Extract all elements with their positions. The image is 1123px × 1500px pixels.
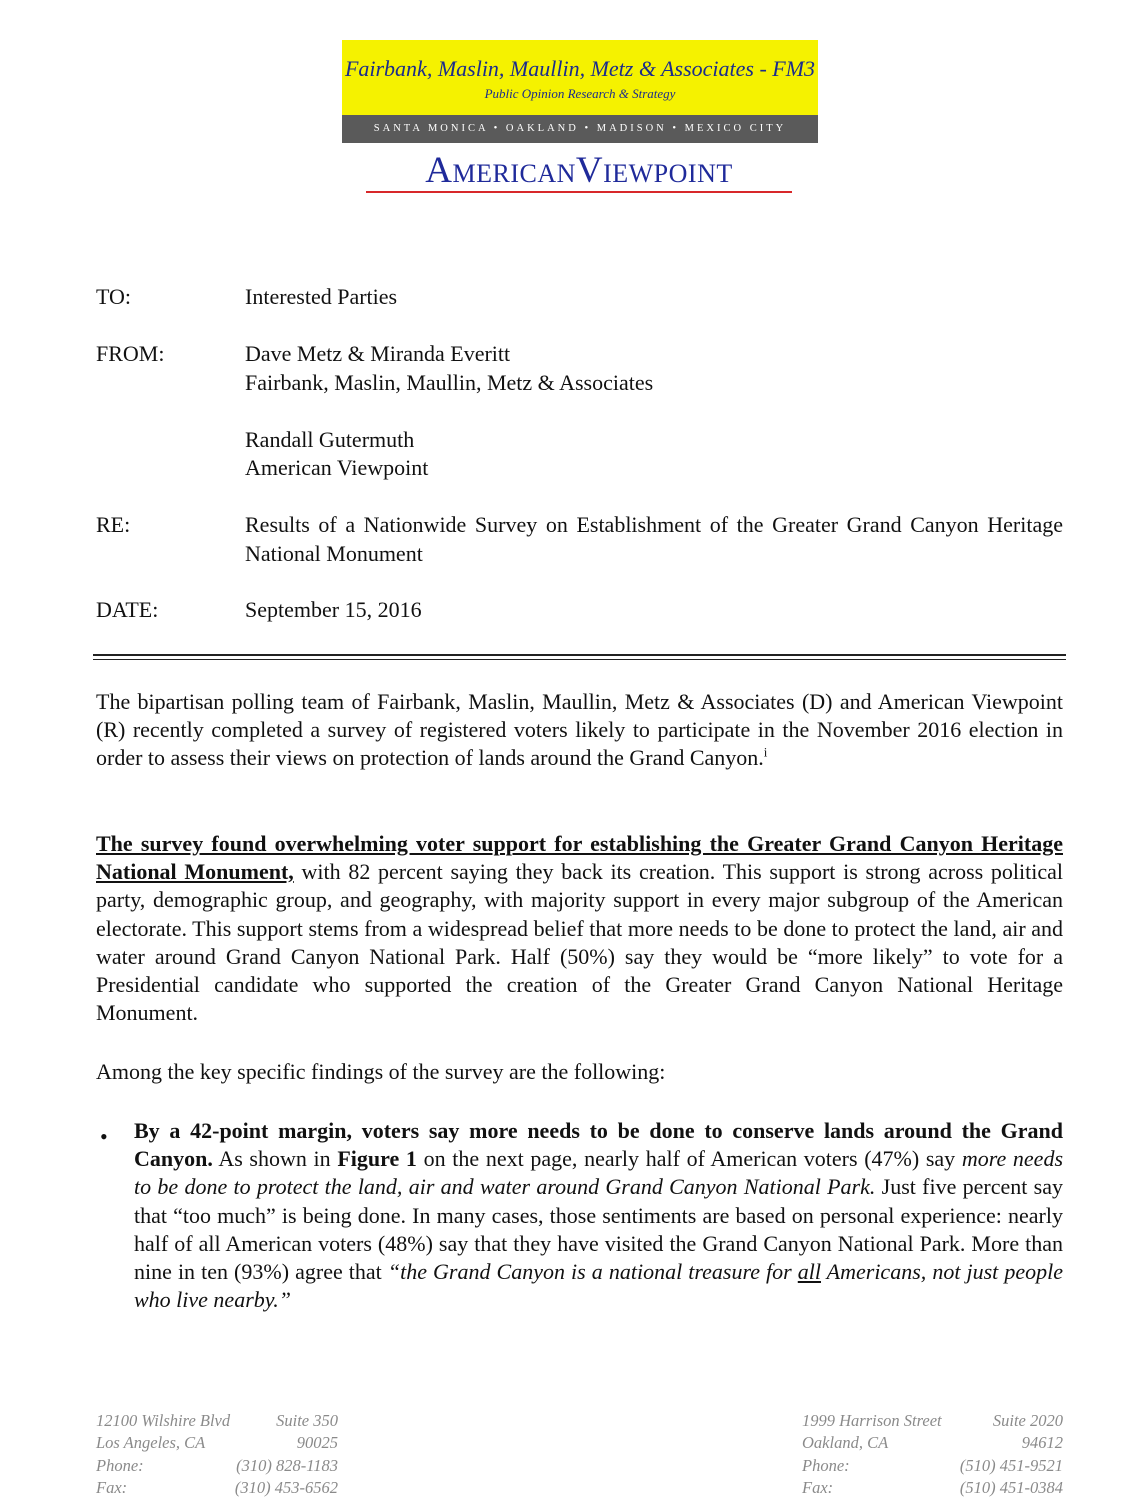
finding-quote: “the Grand Canyon is a national treasure for: [387, 1259, 798, 1285]
memo-from-label: FROM:: [96, 341, 165, 366]
fm3-logo-tagline: Public Opinion Research & Strategy: [484, 86, 676, 101]
findings-intro: [96, 1058, 1063, 1086]
footer-street: 1999 Harrison Street: [802, 1411, 942, 1430]
finding-quote-emphasis: all: [797, 1259, 821, 1285]
footer-address-left: [96, 1410, 338, 1499]
fm3-logo-name: Fairbank, Maslin, Maullin, Metz & Associates - FM3: [344, 56, 816, 81]
footer-city: Oakland, CA: [802, 1433, 889, 1453]
memo-from-line: American Viewpoint: [245, 455, 429, 480]
fm3-logo: [342, 40, 818, 143]
footer-fax: (310) 453-6562: [234, 1477, 338, 1497]
footer-zip: 90025: [296, 1433, 338, 1453]
memo-from-value: [245, 340, 1063, 483]
finding-text: Just five percent say that “too much” is being done. In many cases, those sentiments are based on personal experience: nearly half of all American voters (48%) say that they have visited the Grand Canyon National Park. More than nine in ten (93%) agree that: [134, 1174, 1063, 1285]
intro-text: The bipartisan polling team of Fairbank, Maslin, Maullin, Metz & Associates (D) and American Viewpoint (R) recently completed a survey of registered voters likely to participate in the November 2016 election in order to assess their views on protection of lands around the Grand Canyon.: [96, 689, 1063, 771]
american-viewpoint-logo-underline: [366, 191, 792, 193]
memo-from-line: Randall Gutermuth: [245, 426, 415, 452]
memo-re-label: RE:: [96, 512, 131, 537]
memo-from-line: Dave Metz & Miranda Everitt: [245, 341, 511, 366]
intro-paragraph: [96, 688, 1063, 773]
finding-quote: Americans, not just people who live nearby.”: [134, 1259, 1063, 1313]
finding-text: on the next page, nearly half of American voters (47%) say: [416, 1146, 962, 1172]
summary-paragraph: [96, 830, 1063, 1027]
bullet-icon: •: [100, 1124, 108, 1149]
memo-re-value: [245, 511, 1063, 568]
finding-text: As shown in: [212, 1146, 338, 1172]
footer-phone: (510) 451-9521: [959, 1455, 1063, 1475]
finding-headline: By a 42-point margin, voters say more needs to be done to conserve lands around the Grand Canyon.: [134, 1118, 1063, 1172]
header-divider-thin: [93, 659, 1066, 660]
memo-to-label: TO:: [96, 284, 132, 309]
footer-fax-label: Fax:: [802, 1477, 834, 1497]
finding-item: [134, 1117, 1063, 1314]
footer-street: 12100 Wilshire Blvd: [96, 1411, 231, 1430]
american-viewpoint-logo: [366, 152, 792, 194]
footer-suite: Suite 2020: [992, 1411, 1063, 1430]
footer-zip: 94612: [1021, 1433, 1063, 1453]
footer-suite: Suite 350: [276, 1411, 338, 1430]
memo-from-line: Fairbank, Maslin, Maullin, Metz & Associates: [245, 369, 654, 395]
footer-fax: (510) 451-0384: [959, 1477, 1063, 1497]
american-viewpoint-logo-text: AmericanViewpoint: [425, 150, 733, 191]
findings-intro-text: Among the key specific findings of the survey are the following:: [96, 1059, 666, 1084]
footer-address-right: [802, 1410, 1063, 1499]
footer-phone-label: Phone:: [802, 1455, 850, 1475]
header-divider: [93, 654, 1066, 656]
footer-fax-label: Fax:: [96, 1477, 128, 1497]
fm3-logo-cities: SANTA MONICA • OAKLAND • MADISON • MEXICO CITY: [342, 115, 818, 143]
memo-date-value: September 15, 2016: [245, 597, 422, 622]
summary-text: with 82 percent saying they back its creation. This support is strong across political party, demographic group, and geography, with majority support in every major subgroup of the American electorate. This support stems from a widespread belief that more needs to be done to protect the land, air and water around Grand Canyon National Park. Half (50%) say they would be “more likely” to vote for a Presidential candidate who supported the creation of the Greater Grand Canyon National Heritage Monument.: [96, 859, 1064, 1026]
fm3-logo-banner: [342, 40, 818, 115]
finding-quote: more needs to be done to protect the land, air and water around Grand Canyon National Park.: [134, 1146, 1064, 1200]
memo-re-text: Results of a Nationwide Survey on Establishment of the Greater Grand Canyon Heritage National Monument: [245, 512, 1063, 566]
summary-headline: The survey found overwhelming voter support for establishing the Greater Grand Canyon Heritage National Monument,: [96, 831, 1063, 885]
memo-date-label: DATE:: [96, 597, 159, 622]
footnote-marker: i: [763, 745, 768, 761]
footer-phone-label: Phone:: [96, 1455, 144, 1475]
figure-reference: Figure 1: [337, 1146, 417, 1172]
footer-phone: (310) 828-1183: [236, 1455, 338, 1475]
footer-city: Los Angeles, CA: [96, 1433, 206, 1453]
memo-to-value: Interested Parties: [245, 284, 398, 309]
